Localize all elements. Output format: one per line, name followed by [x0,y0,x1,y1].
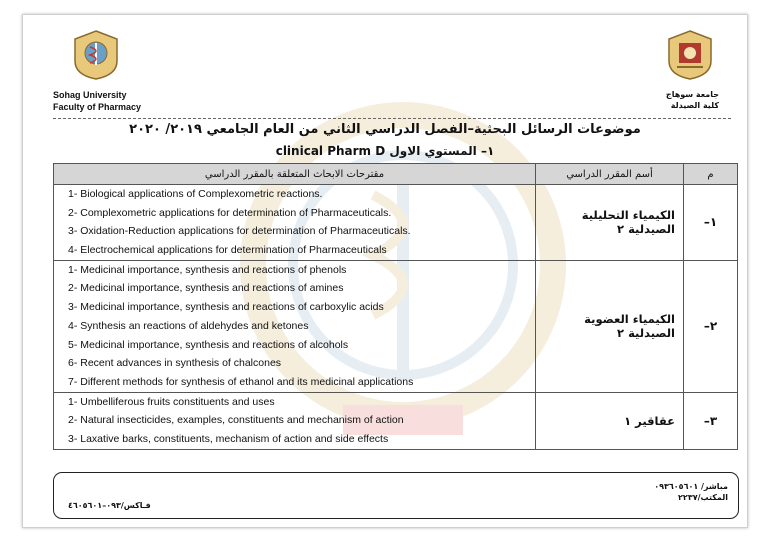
faculty-logo [665,29,715,81]
topic-item: 3- Laxative barks, constituents, mechanism of action and side effects [68,432,389,445]
topics-table [53,163,738,450]
topic-item: 1- Umbelliferous fruits constituents and uses [68,395,275,408]
document-subtitle: ١– المستوي الاول clinical Pharm D [275,144,495,158]
header-course: أسم المقرر الدراسي [536,164,684,185]
row-number: ٣– [684,392,738,449]
course-name: الكيمياء العضوية الصيدلية ٢ [536,260,684,392]
university-name-en: Sohag University [53,90,127,100]
course-name: الكيمياء التحليلية الصيدلية ٢ [536,185,684,261]
table-row [54,392,738,449]
topic-item: 6- Recent advances in synthesis of chalcones [68,357,282,370]
faculty-name-en: Faculty of Pharmacy [53,102,142,112]
topics-cell [54,185,536,261]
fax-number: فـاكس/٠٩٣–٤٦٠٥٦٠١ [68,501,151,510]
topic-item: 2- Natural insecticides, examples, constituents and mechanism of action [68,414,404,427]
document-page [22,14,748,528]
header-number: م [684,164,738,185]
topic-item: 7- Different methods for synthesis of ethanol and its medicinal applications [68,375,414,388]
university-logo [71,29,121,81]
phone-block [654,481,728,503]
topic-item: 3- Oxidation-Reduction applications for determination of Pharmaceuticals. [68,225,411,238]
topic-item: 4- Electrochemical applications for determination of Pharmaceuticals [68,244,387,257]
topic-item: 5- Medicinal importance, synthesis and reactions of alcohols [68,338,349,351]
topics-cell [54,392,536,449]
topics-cell [54,260,536,392]
contact-footer [53,472,739,519]
table-row [54,185,738,261]
university-name-ar: جامعة سوهاج [665,90,719,99]
table-header-row [54,164,738,185]
direct-phone: مباشر/ ٠٩٣٦٠٥٦٠١ [654,482,728,491]
university-name-arabic [666,89,719,111]
faculty-name-ar: كلية الصيدلة [670,101,719,110]
topic-item: 4- Synthesis an reactions of aldehydes and ketones [68,319,309,332]
topic-item: 3- Medicinal importance, synthesis and reactions of carboxylic acids [68,301,384,314]
header-topics: مقترحات الابحاث المتعلقة بالمقرر الدراسي [54,164,536,185]
row-number: ١– [684,185,738,261]
topic-item: 1- Biological applications of Complexometric reactions. [68,188,323,200]
topic-item: 2- Medicinal importance, synthesis and reactions of amines [68,282,344,295]
table-row [54,260,738,392]
topic-item: 1- Medicinal importance, synthesis and reactions of phenols [68,263,347,276]
row-number: ٢– [684,260,738,392]
document-title: موضوعات الرسائل البحثية–الفصل الدراسي الثاني من العام الجامعي ٢٠١٩/ ٢٠٢٠ [129,122,641,137]
office-extension: المكتب/٢٢٣٧ [678,493,728,502]
topic-item: 2- Complexometric applications for determination of Pharmaceuticals. [68,206,392,219]
course-name: عقاقير ١ [536,392,684,449]
header-divider [53,118,731,119]
university-name-english [53,89,141,113]
